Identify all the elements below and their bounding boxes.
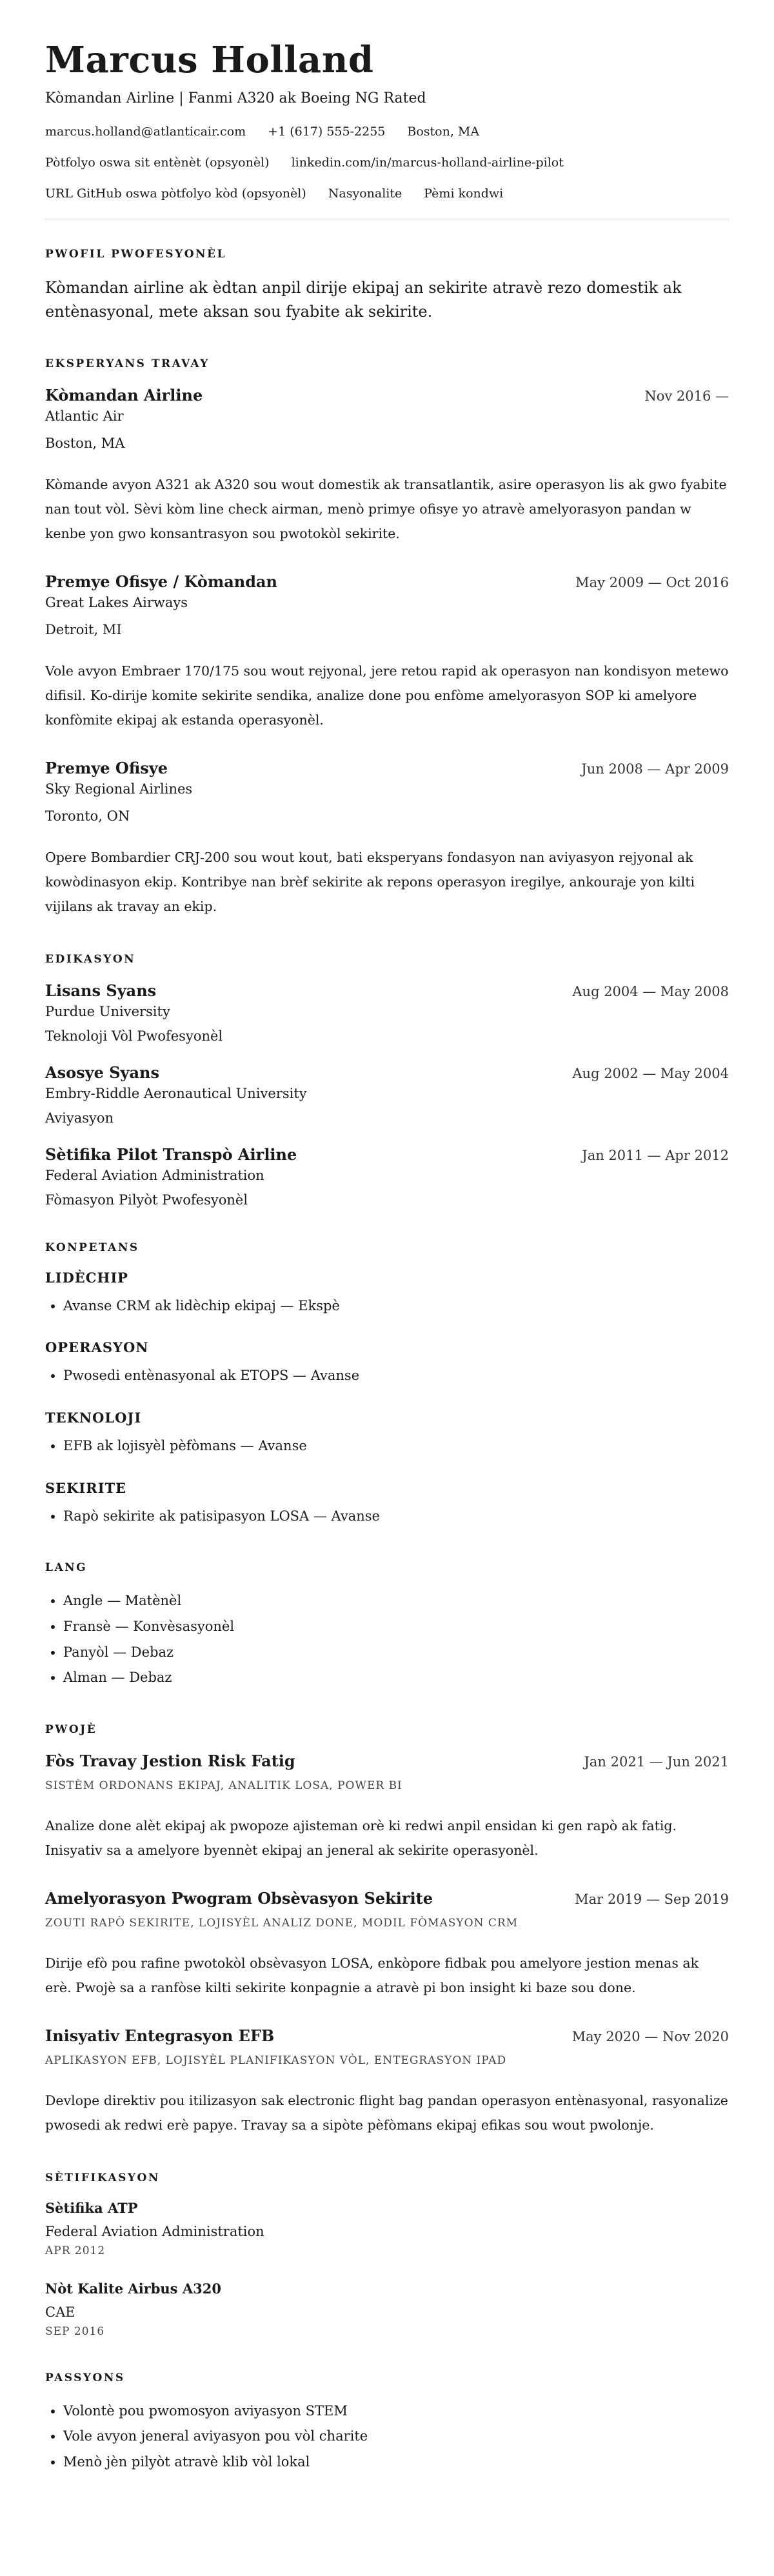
education-field: Teknoloji Vòl Pwofesyonèl bbox=[45, 1028, 223, 1044]
project-entry bbox=[45, 1752, 729, 1863]
hobby-item: • Volontè pou pwomosyon aviyasyon STEM bbox=[63, 2400, 729, 2423]
hobby-item: • Vole avyon jeneral aviyasyon pou vòl charite bbox=[63, 2425, 729, 2448]
profile-section bbox=[45, 248, 729, 324]
contact-row-3 bbox=[45, 186, 729, 201]
candidate-name: Marcus Holland bbox=[45, 39, 374, 81]
skills-section bbox=[45, 1241, 729, 1528]
experience-entry-head bbox=[45, 759, 729, 777]
resume-header bbox=[45, 39, 729, 201]
project-name: Fòs Travay Jestion Risk Fatig bbox=[45, 1752, 295, 1771]
project-name: Inisyativ Entegrasyon EFB bbox=[45, 2026, 275, 2045]
skill-item: • Pwosedi entènasyonal ak ETOPS — Avanse bbox=[63, 1364, 729, 1388]
project-entry-head bbox=[45, 2026, 729, 2045]
experience-date: May 2009 — Oct 2016 bbox=[575, 575, 729, 591]
education-date: Jan 2011 — Apr 2012 bbox=[582, 1147, 729, 1163]
education-date: Aug 2002 — May 2004 bbox=[572, 1065, 729, 1081]
contact-github[interactable]: URL GitHub oswa pòtfolyo kòd (opsyonèl) bbox=[45, 186, 306, 201]
section-title-languages: LANG bbox=[45, 1561, 88, 1575]
project-entry-head bbox=[45, 1752, 729, 1770]
project-name: Amelyorasyon Pwogram Obsèvasyon Sekirite bbox=[45, 1889, 433, 1908]
skill-category: OPERASYON bbox=[45, 1339, 149, 1356]
contact-phone[interactable]: +1 (617) 555-2255 bbox=[268, 125, 386, 139]
certification-issuer: Federal Aviation Administration bbox=[45, 2223, 264, 2239]
education-field: Fòmasyon Pilyòt Pwofesyonèl bbox=[45, 1192, 248, 1208]
experience-location: Toronto, ON bbox=[45, 808, 130, 824]
language-item: • Panyòl — Debaz bbox=[63, 1641, 729, 1664]
experience-company: Sky Regional Airlines bbox=[45, 781, 193, 797]
education-school: Embry-Riddle Aeronautical University bbox=[45, 1085, 307, 1101]
languages-section bbox=[45, 1561, 729, 1690]
hobby-item: • Menò jèn pilyòt atravè klib vòl lokal bbox=[63, 2451, 729, 2474]
project-date: May 2020 — Nov 2020 bbox=[571, 2028, 729, 2044]
experience-role: Premye Ofisye bbox=[45, 758, 168, 777]
education-degree: Lisans Syans bbox=[45, 981, 157, 1000]
skill-item: • Avanse CRM ak lidèchip ekipaj — Ekspè bbox=[63, 1295, 729, 1318]
contact-portfolio[interactable]: Pòtfolyo oswa sit entènèt (opsyonèl) bbox=[45, 155, 270, 170]
certification-entry bbox=[45, 2281, 729, 2338]
experience-entry bbox=[45, 386, 729, 546]
experience-description: Kòmande avyon A321 ak A320 sou wout domestik ak transatlantik, asire operasyon lis ak gwo fyabite nan tout vòl. Sèvi kòm line check airman, menò primye ofisye yo atravè amelyorasyon pandan w kenbe yon gwo konsantrasyon sou pwotokòl sekirite. bbox=[45, 477, 727, 542]
experience-section bbox=[45, 357, 729, 919]
language-item: • Alman — Debaz bbox=[63, 1666, 729, 1690]
skill-list bbox=[45, 1295, 729, 1318]
experience-entry bbox=[45, 572, 729, 733]
section-title-projects: PWOJÈ bbox=[45, 1723, 97, 1737]
education-entry bbox=[45, 1145, 729, 1208]
skill-category: LIDÈCHIP bbox=[45, 1269, 128, 1286]
education-entry-head bbox=[45, 1145, 729, 1164]
candidate-headline: Kòmandan Airline | Fanmi A320 ak Boeing NG Rated bbox=[45, 90, 426, 106]
experience-entry-head bbox=[45, 386, 729, 404]
contact-email[interactable]: marcus.holland@atlanticair.com bbox=[45, 125, 246, 139]
project-date: Mar 2019 — Sep 2019 bbox=[575, 1892, 729, 1908]
experience-date: Jun 2008 — Apr 2009 bbox=[581, 761, 729, 777]
language-item: • Angle — Matènèl bbox=[63, 1590, 729, 1613]
project-date: Jan 2021 — Jun 2021 bbox=[584, 1754, 729, 1770]
project-description: Devlope direktiv pou itilizasyon sak electronic flight bag pandan operasyon entènasyonal, rasyonalize pwosedi ak redwi erè papye. Travay sa a sipòte pèfòmans ekipaj efikas sou wout pwolonje. bbox=[45, 2092, 728, 2133]
section-title-profile: PWOFIL PWOFESYONÈL bbox=[45, 248, 226, 261]
certification-entry bbox=[45, 2200, 729, 2257]
hobbies-section bbox=[45, 2371, 729, 2474]
certification-date: SEP 2016 bbox=[45, 2324, 105, 2338]
skill-category: TEKNOLOJI bbox=[45, 1410, 142, 1426]
contact-row-2 bbox=[45, 155, 729, 170]
project-description: Analize done alèt ekipaj ak pwopoze ajisteman orè ki redwi anpil ensidan ki gen rapò ak fatig. Inisyativ sa a amelyore byennèt ekipaj an jeneral ak sekirite operasyonèl. bbox=[45, 1818, 677, 1859]
education-date: Aug 2004 — May 2008 bbox=[572, 983, 729, 999]
skill-item: • Rapò sekirite ak patisipasyon LOSA — Avanse bbox=[63, 1505, 729, 1528]
project-tech: APLIKASYON EFB, LOJISYÈL PLANIFIKASYON VÒL, ENTEGRASYON IPAD bbox=[45, 2053, 507, 2067]
education-entry bbox=[45, 1063, 729, 1126]
education-entry-head bbox=[45, 1063, 729, 1082]
experience-date: Nov 2016 — bbox=[644, 388, 729, 404]
contact-row-1 bbox=[45, 125, 729, 139]
contact-license: Pèmi kondwi bbox=[424, 186, 504, 201]
contact-nationality: Nasyonalite bbox=[328, 186, 402, 201]
education-school: Federal Aviation Administration bbox=[45, 1167, 264, 1183]
education-section bbox=[45, 953, 729, 1208]
section-title-experience: EKSPERYANS TRAVAY bbox=[45, 357, 210, 371]
hobby-list bbox=[45, 2400, 729, 2474]
experience-entry bbox=[45, 759, 729, 919]
project-tech: SISTÈM ORDONANS EKIPAJ, ANALITIK LOSA, POWER BI bbox=[45, 1779, 402, 1793]
section-title-certifications: SÈTIFIKASYON bbox=[45, 2171, 160, 2184]
project-entry-head bbox=[45, 1889, 729, 1908]
language-list bbox=[45, 1590, 729, 1690]
experience-location: Detroit, MI bbox=[45, 622, 122, 638]
certification-date: APR 2012 bbox=[45, 2244, 106, 2257]
skill-list bbox=[45, 1505, 729, 1528]
experience-entry-head bbox=[45, 572, 729, 591]
experience-location: Boston, MA bbox=[45, 435, 125, 452]
project-tech: ZOUTI RAPÒ SEKIRITE, LOJISYÈL ANALIZ DONE, MODIL FÒMASYON CRM bbox=[45, 1917, 519, 1930]
certifications-section bbox=[45, 2172, 729, 2338]
section-title-hobbies: PASSYONS bbox=[45, 2371, 125, 2384]
education-degree: Asosye Syans bbox=[45, 1063, 160, 1082]
skill-list bbox=[45, 1435, 729, 1458]
education-field: Aviyasyon bbox=[45, 1110, 114, 1126]
experience-company: Great Lakes Airways bbox=[45, 595, 188, 611]
project-entry bbox=[45, 2026, 729, 2138]
experience-description: Opere Bombardier CRJ-200 sou wout kout, bati eksperyans fondasyon nan aviyasyon rejyonal ak kowòdinasyon ekip. Kontribye nan brèf sekirite ak repons operasyon iregilye, ankouraje yon kilti vijilans ak travay an ekip. bbox=[45, 849, 695, 914]
section-title-skills: KONPETANS bbox=[45, 1241, 139, 1254]
contact-location: Boston, MA bbox=[407, 125, 480, 139]
project-entry bbox=[45, 1889, 729, 2001]
education-entry-head bbox=[45, 981, 729, 1000]
education-entry bbox=[45, 981, 729, 1044]
experience-role: Premye Ofisye / Kòmandan bbox=[45, 572, 277, 592]
skill-list bbox=[45, 1364, 729, 1388]
education-school: Purdue University bbox=[45, 1003, 170, 1019]
language-item: • Fransè — Konvèsasyonèl bbox=[63, 1615, 729, 1639]
skill-category: SEKIRITE bbox=[45, 1479, 127, 1496]
experience-description: Vole avyon Embraer 170/175 sou wout rejyonal, jere retou rapid ak operasyon nan kondisyon metewo difisil. Ko-dirije komite sekirite sendika, analize done pou enfòme amelyorasyon SOP ki amelyore konfòmite ekipaj ak estanda operasyonèl. bbox=[45, 663, 729, 728]
certification-name: Nòt Kalite Airbus A320 bbox=[45, 2280, 221, 2297]
section-title-education: EDIKASYON bbox=[45, 952, 136, 966]
projects-section bbox=[45, 1723, 729, 2138]
project-description: Dirije efò pou rafine pwotokòl obsèvasyon LOSA, enkòpore fidbak pou amelyore jestion menas ak erè. Pwojè sa a ranfòse kilti sekirite konpagnie a atravè pi bon insight ki baze sou done. bbox=[45, 1955, 699, 1995]
skill-item: • EFB ak lojisyèl pèfòmans — Avanse bbox=[63, 1435, 729, 1458]
experience-company: Atlantic Air bbox=[45, 408, 124, 424]
education-degree: Sètifika Pilot Transpò Airline bbox=[45, 1144, 297, 1164]
certification-name: Sètifika ATP bbox=[45, 2199, 138, 2216]
profile-summary: Kòmandan airline ak èdtan anpil dirije ekipaj an sekirite atravè rezo domestik ak entènasyonal, mete aksan sou fyabite ak sekirite. bbox=[45, 279, 682, 321]
contact-linkedin[interactable]: linkedin.com/in/marcus-holland-airline-pilot bbox=[291, 155, 564, 170]
certification-issuer: CAE bbox=[45, 2304, 75, 2320]
experience-role: Kòmandan Airline bbox=[45, 386, 203, 405]
